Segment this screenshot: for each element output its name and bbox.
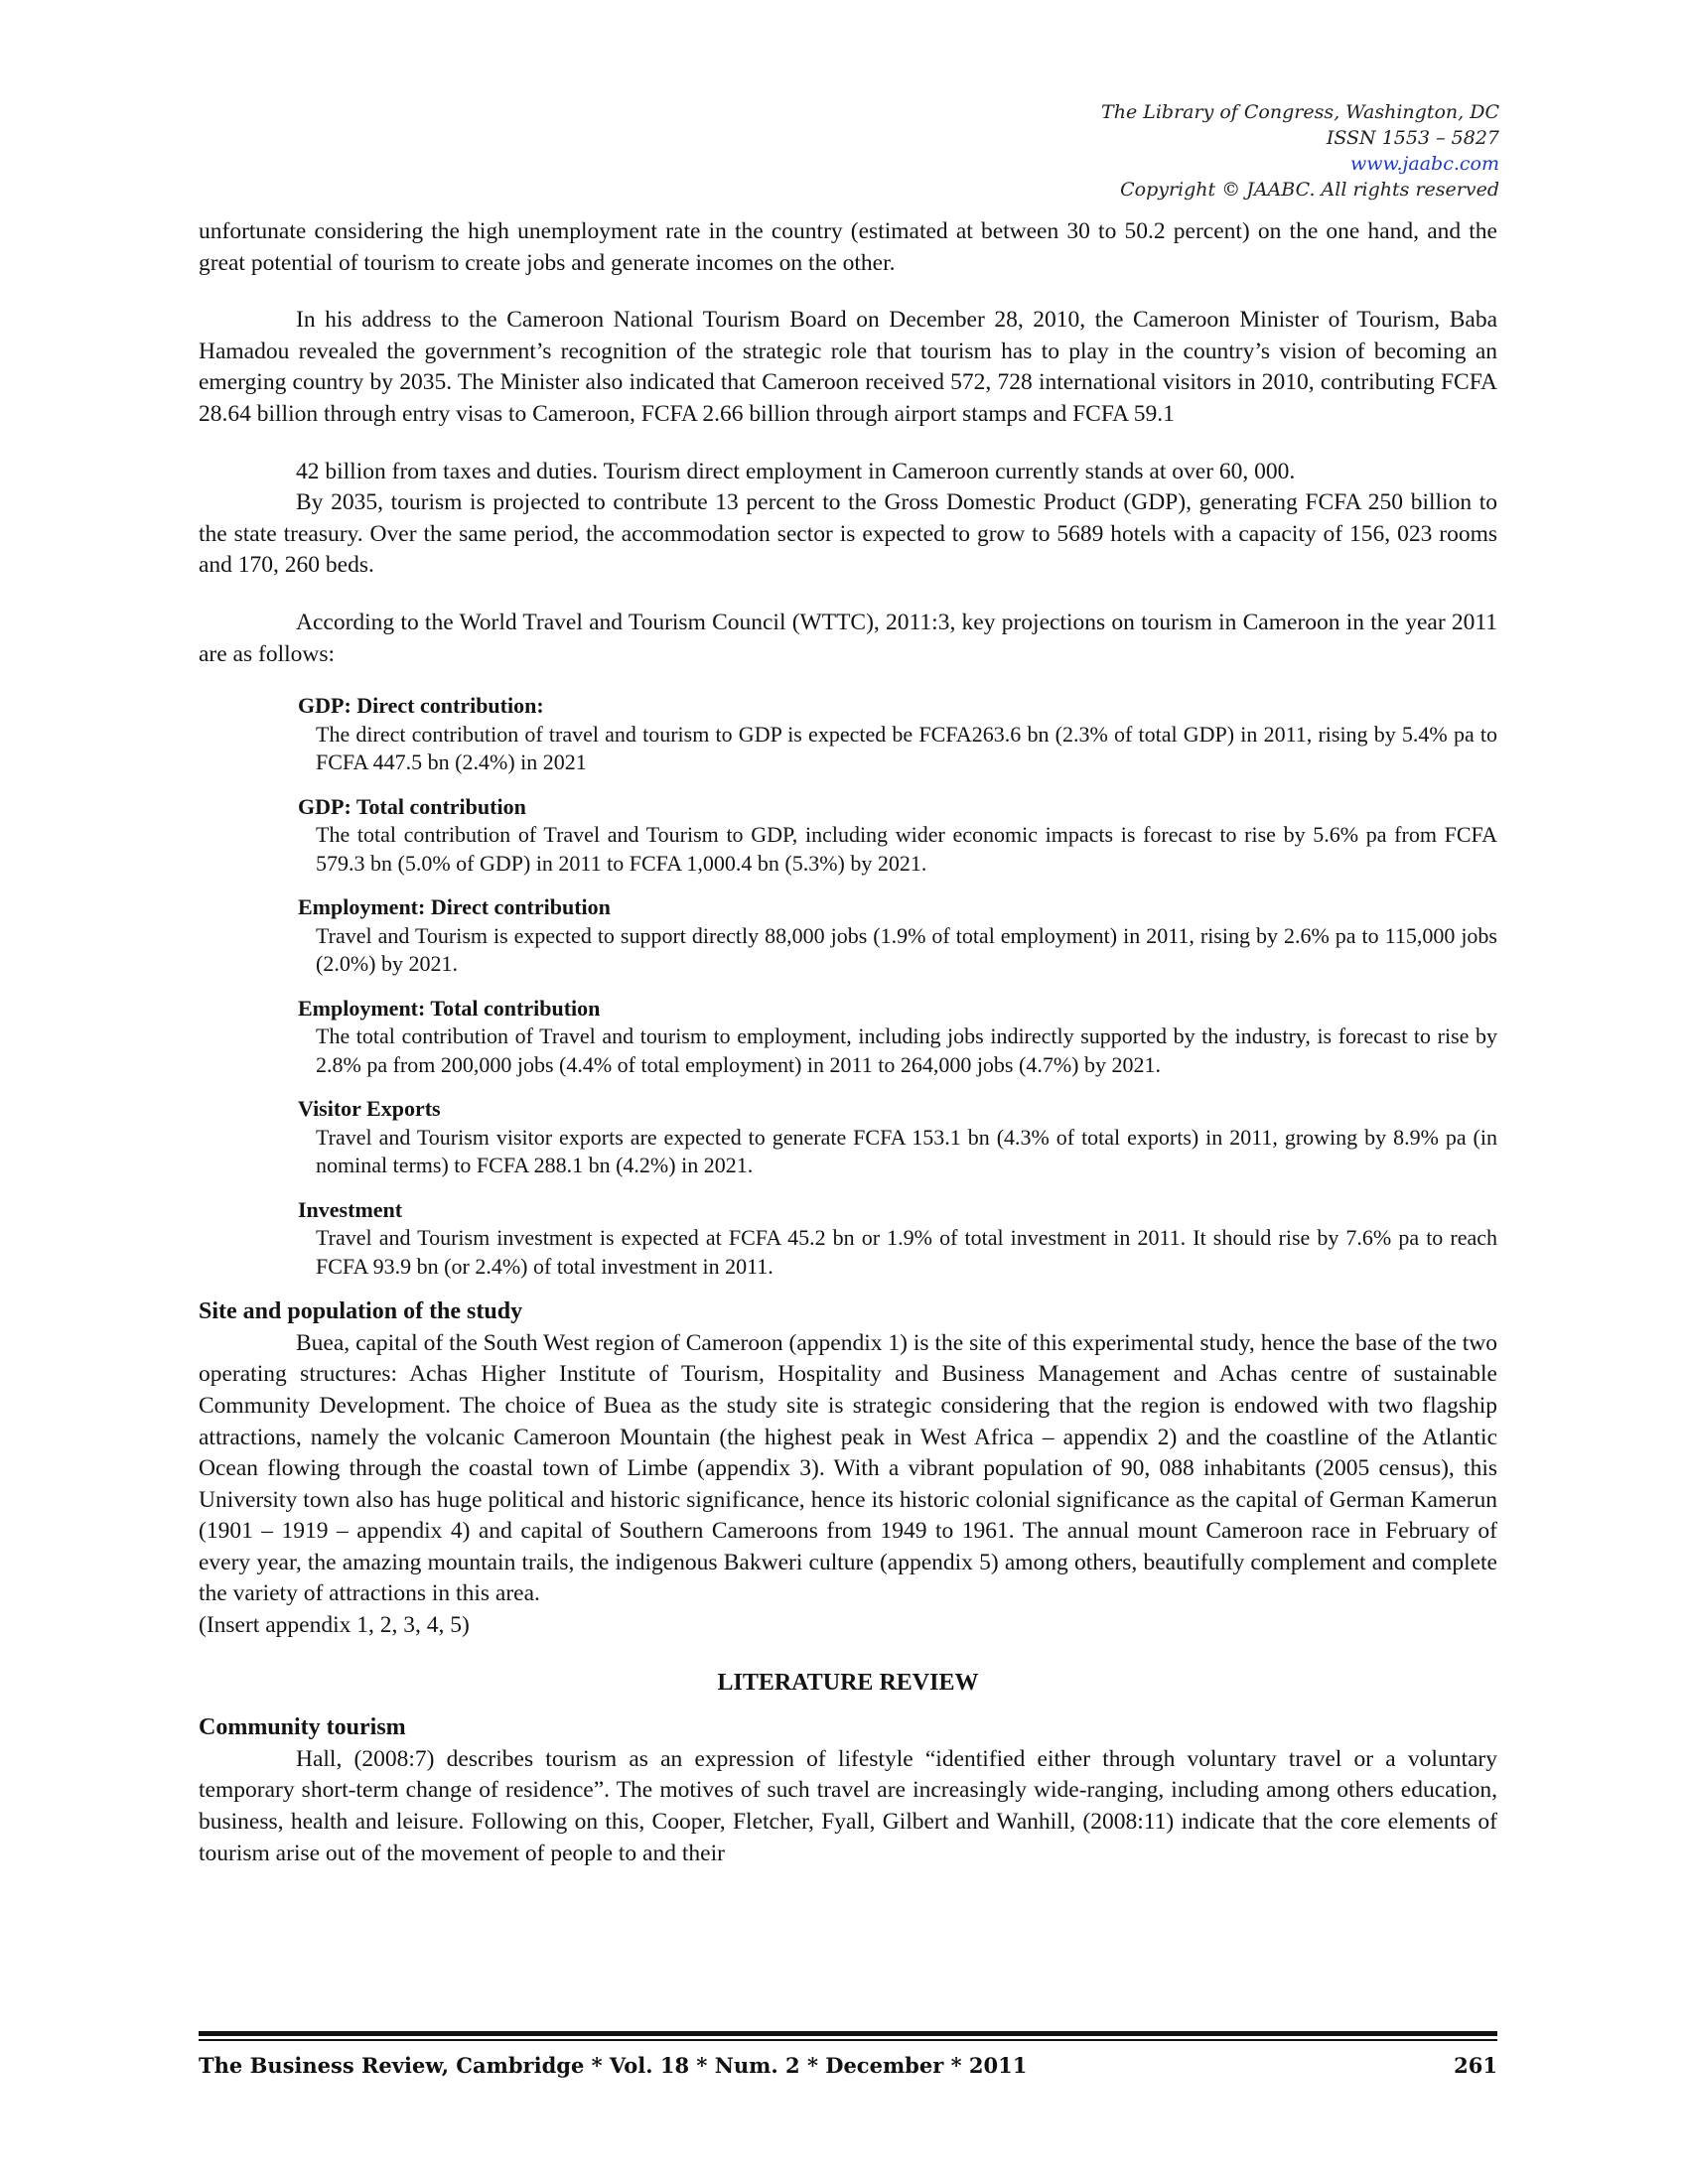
header-issn: ISSN 1553 – 5827: [1326, 127, 1499, 149]
projection-text: Travel and Tourism is expected to support directly 88,000 jobs (1.9% of total employment) in 2011, rising by 2.6% pa to 115,000 jobs (2.0%) by 2021.: [316, 922, 1497, 977]
body-paragraph-2: In his address to the Cameroon National Tourism Board on December 28, 2010, the Cameroon Minister of Tourism, Baba Hamadou revealed the government’s recognition of the strategic role that tourism has to play in the country’s vision of becoming an emerging country by 2035. The Minister also indicated that Cameroon received 572, 728 international visitors in 2010, contributing FCFA 28.64 billion through entry visas to Cameroon, FCFA 2.66 billion through airport stamps and FCFA 59.1: [199, 307, 1497, 427]
appendix-insert-note: (Insert appendix 1, 2, 3, 4, 5): [199, 1612, 470, 1639]
footer-rule: [199, 2031, 1497, 2036]
projection-text: Travel and Tourism visitor exports are expected to generate FCFA 153.1 bn (4.3% of total exports) in 2011, growing by 8.9% pa (in nominal terms) to FCFA 288.1 bn (4.2%) in 2021.: [316, 1124, 1497, 1178]
literature-review-heading: LITERATURE REVIEW: [717, 1669, 979, 1696]
header-library: The Library of Congress, Washington, DC: [1101, 101, 1499, 123]
projection-item: [298, 995, 1497, 1080]
projection-title: GDP: Direct contribution:: [298, 693, 544, 719]
footer-rule-thin: [199, 2039, 1497, 2041]
main-text: [199, 216, 1497, 1869]
projection-title: Investment: [298, 1196, 403, 1222]
literature-paragraph: Hall, (2008:7) describes tourism as an expression of lifestyle “identified either through voluntary travel or a voluntary temporary short-term change of residence”. The motives of such travel are increasingly wide-ranging, including among others education, business, health and leisure. Following on this, Cooper, Fletcher, Fyall, Gilbert and Wanhill, (2008:11) indicate that the core elements of tourism arise out of the movement of people to and their: [199, 1745, 1497, 1866]
header-copyright: Copyright © JAABC. All rights reserved: [1120, 179, 1499, 201]
footer-journal: The Business Review, Cambridge * Vol. 18 * Num. 2 * December * 2011: [199, 2053, 1028, 2078]
projection-title: GDP: Total contribution: [298, 793, 526, 819]
header-website-link[interactable]: www.jaabc.com: [1349, 153, 1499, 175]
projection-text: Travel and Tourism investment is expected at FCFA 45.2 bn or 1.9% of total investment in 2011. It should rise by 7.6% pa to reach FCFA 93.9 bn (or 2.4%) of total investment in 2011.: [316, 1225, 1497, 1279]
projection-title: Visitor Exports: [298, 1096, 441, 1122]
projection-item: [298, 1196, 1497, 1282]
site-paragraph: Buea, capital of the South West region of Cameroon (appendix 1) is the site of this experimental study, hence the base of the two operating structures: Achas Higher Institute of Tourism, Hospitality and Business Management and Achas centre of sustainable Community Development. The choice of Buea as the study site is strategic considering that the region is endowed with two flagship attractions, namely the volcanic Cameroon Mountain (the highest peak in West Africa – appendix 2) and the coastline of the Atlantic Ocean flowing through the coastal town of Limbe (appendix 3). With a vibrant population of 90, 088 inhabitants (2005 census), this University town also has huge political and historic significance, hence its historic colonial significance as the capital of German Kamerun (1901 – 1919 – appendix 4) and capital of Southern Cameroons from 1949 to 1961. The annual mount Cameroon race in February of every year, the amazing mountain trails, the indigenous Bakweri culture (appendix 5) among others, beautifully complement and complete the variety of attractions in this area.: [199, 1329, 1497, 1607]
body-paragraph-5: According to the World Travel and Tourism Council (WTTC), 2011:3, key projections on tourism in Cameroon in the year 2011 are as follows:: [199, 609, 1497, 667]
running-header: [804, 99, 1499, 203]
community-tourism-heading: Community tourism: [199, 1714, 406, 1741]
projection-title: Employment: Total contribution: [298, 995, 601, 1021]
body-paragraph-4: By 2035, tourism is projected to contribute 13 percent to the Gross Domestic Product (GDP), generating FCFA 250 billion to the state treasury. Over the same period, the accommodation sector is expected to grow to 5689 hotels with a capacity of 156, 023 rooms and 170, 260 beds.: [199, 489, 1497, 579]
projection-item: [298, 793, 1497, 879]
projection-list: [199, 692, 1497, 1281]
section-heading-site: Site and population of the study: [199, 1298, 523, 1325]
projection-item: [298, 893, 1497, 979]
projection-title: Employment: Direct contribution: [298, 894, 611, 920]
projection-text: The total contribution of Travel and tourism to employment, including jobs indirectly supported by the industry, is forecast to rise by 2.8% pa from 200,000 jobs (4.4% of total employment) in 2011 to 264,000 jobs (4.7%) by 2021.: [316, 1024, 1497, 1077]
projection-item: [298, 692, 1497, 777]
body-paragraph-3: 42 billion from taxes and duties. Tourism direct employment in Cameroon currently stands at over 60, 000.: [296, 458, 1296, 484]
projection-text: The total contribution of Travel and Tourism to GDP, including wider economic impacts is forecast to rise by 5.6% pa from FCFA 579.3 bn (5.0% of GDP) in 2011 to FCFA 1,000.4 bn (5.3%) by 2021.: [316, 822, 1497, 876]
projection-text: The direct contribution of travel and tourism to GDP is expected be FCFA263.6 bn (2.3% of total GDP) in 2011, rising by 5.4% pa to FCFA 447.5 bn (2.4%) in 2021: [316, 721, 1497, 775]
page-number: 261: [1454, 2053, 1497, 2078]
body-paragraph-1: unfortunate considering the high unemployment rate in the country (estimated at between 30 to 50.2 percent) on the one hand, and the great potential of tourism to create jobs and generate incomes on the other.: [199, 218, 1497, 276]
projection-item: [298, 1095, 1497, 1180]
